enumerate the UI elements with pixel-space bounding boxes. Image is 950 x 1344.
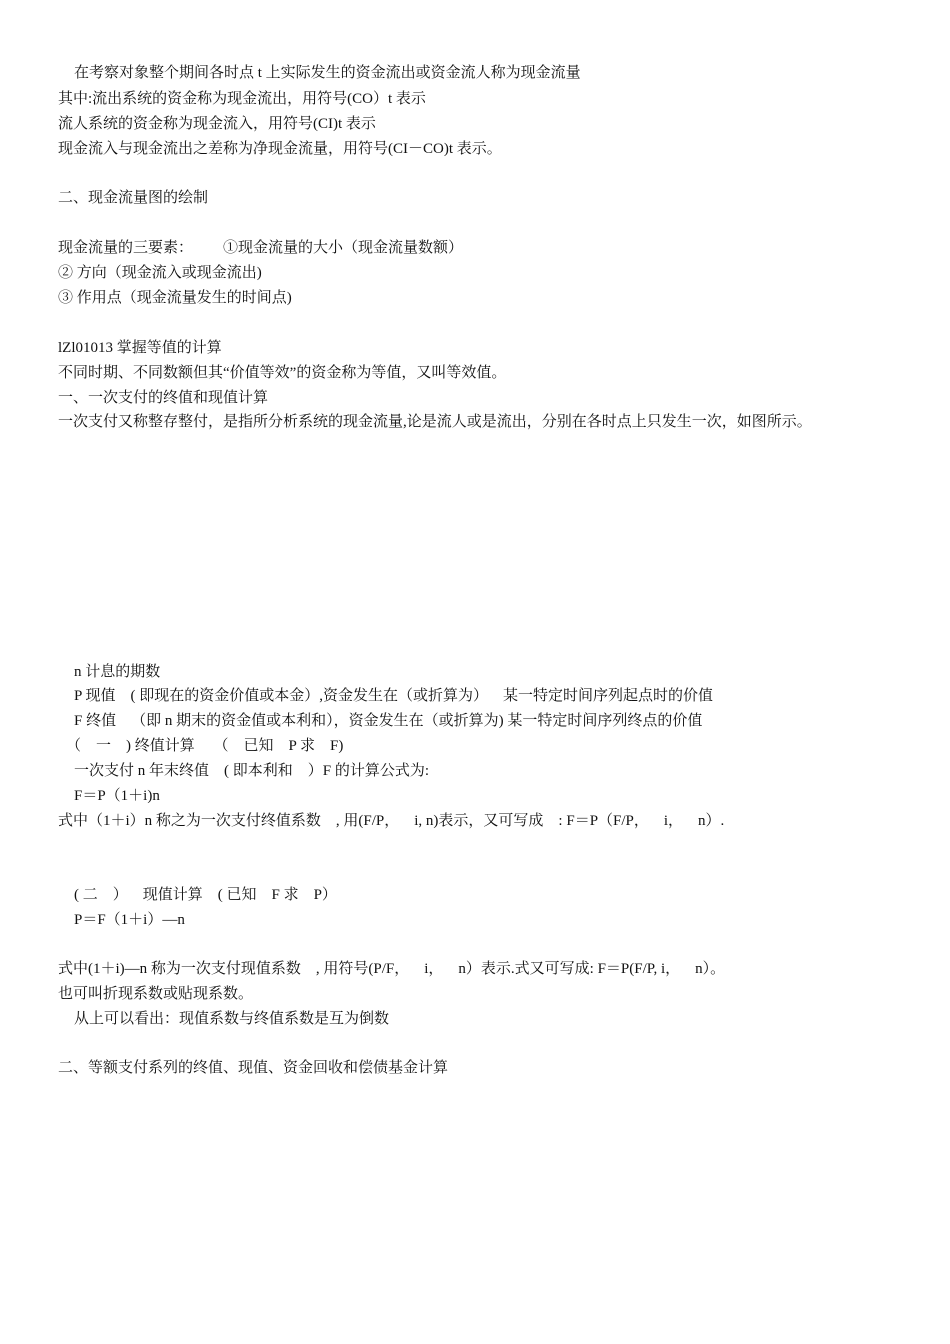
paragraph-cash-outflow: 其中:流出系统的资金称为现金流出，用符号(CO）t 表示 <box>58 91 426 107</box>
definition-f: F 终值 （即 n 期末的资金值或本利和），资金发生在（或折算为) 某一特定时间序列终点的价值 <box>74 713 703 729</box>
paragraph-future-value-formula-intro: 一次支付 n 年末终值 ( 即本利和 ）F 的计算公式为: <box>74 763 430 779</box>
paragraph-equivalent-definition: 不同时期、不同数额但其“价值等效”的资金称为等值，又叫等效值。 <box>58 365 507 381</box>
paragraph-present-value-factor: 式中(1＋i)—n 称为一次支付现值系数 , 用符号(P/F， i， n）表示.式又可写成: F＝P(F/P, i， n）。 <box>58 961 726 977</box>
formula-present-value: P＝F（1＋i）—n <box>74 912 185 928</box>
definition-p: P 现值 ( 即现在的资金价值或本金）,资金发生在（或折算为） 某一特定时间序列起点时的价值 <box>74 688 714 704</box>
paragraph-single-payment-definition: 一次支付又称整存整付，是指所分析系统的现金流量,论是流人或是流出，分别在各时点上只发生一次，如图所示。 <box>58 414 812 430</box>
section-heading-equivalent-value: lZl01013 掌握等值的计算 <box>58 340 222 356</box>
formula-future-value: F＝P（1＋i)n <box>74 788 160 804</box>
paragraph-net-cash-flow: 现金流入与现金流出之差称为净现金流量，用符号(CI－CO)t 表示。 <box>58 141 502 157</box>
section-heading-cash-flow-diagram: 二、现金流量图的绘制 <box>58 190 209 206</box>
section-heading-equal-payment-series: 二、等额支付系列的终值、现值、资金回收和偿债基金计算 <box>58 1060 449 1076</box>
list-item-point-of-action: ③ 作用点（现金流量发生的时间点) <box>58 290 292 306</box>
paragraph-reciprocal-note: 从上可以看出：现值系数与终值系数是互为倒数 <box>74 1011 390 1027</box>
paragraph-cash-inflow: 流人系统的资金称为现金流入，用符号(CI)t 表示 <box>58 116 376 132</box>
definition-n: n 计息的期数 <box>74 664 161 680</box>
paragraph-discount-factor: 也可叫折现系数或贴现系数。 <box>58 986 254 1002</box>
subheading-present-value: ( 二 ） 现值计算 ( 已知 F 求 P） <box>74 887 337 903</box>
paragraph-cash-flow-definition: 在考察对象整个期间各时点 t 上实际发生的资金流出或资金流人称为现金流量 <box>74 65 581 81</box>
paragraph-three-elements: 现金流量的三要素： ①现金流量的大小（现金流量数额） <box>58 240 464 256</box>
list-item-direction: ② 方向（现金流入或现金流出) <box>58 265 262 281</box>
subheading-future-value: （ 一 ) 终值计算 （ 已知 P 求 F) <box>66 738 344 754</box>
subheading-single-payment: 一、一次支付的终值和现值计算 <box>58 390 269 406</box>
paragraph-future-value-factor: 式中（1＋i）n 称之为一次支付终值系数 , 用(F/P， i, n)表示，又可写成 : F＝P（F/P， i， n）. <box>58 813 725 829</box>
